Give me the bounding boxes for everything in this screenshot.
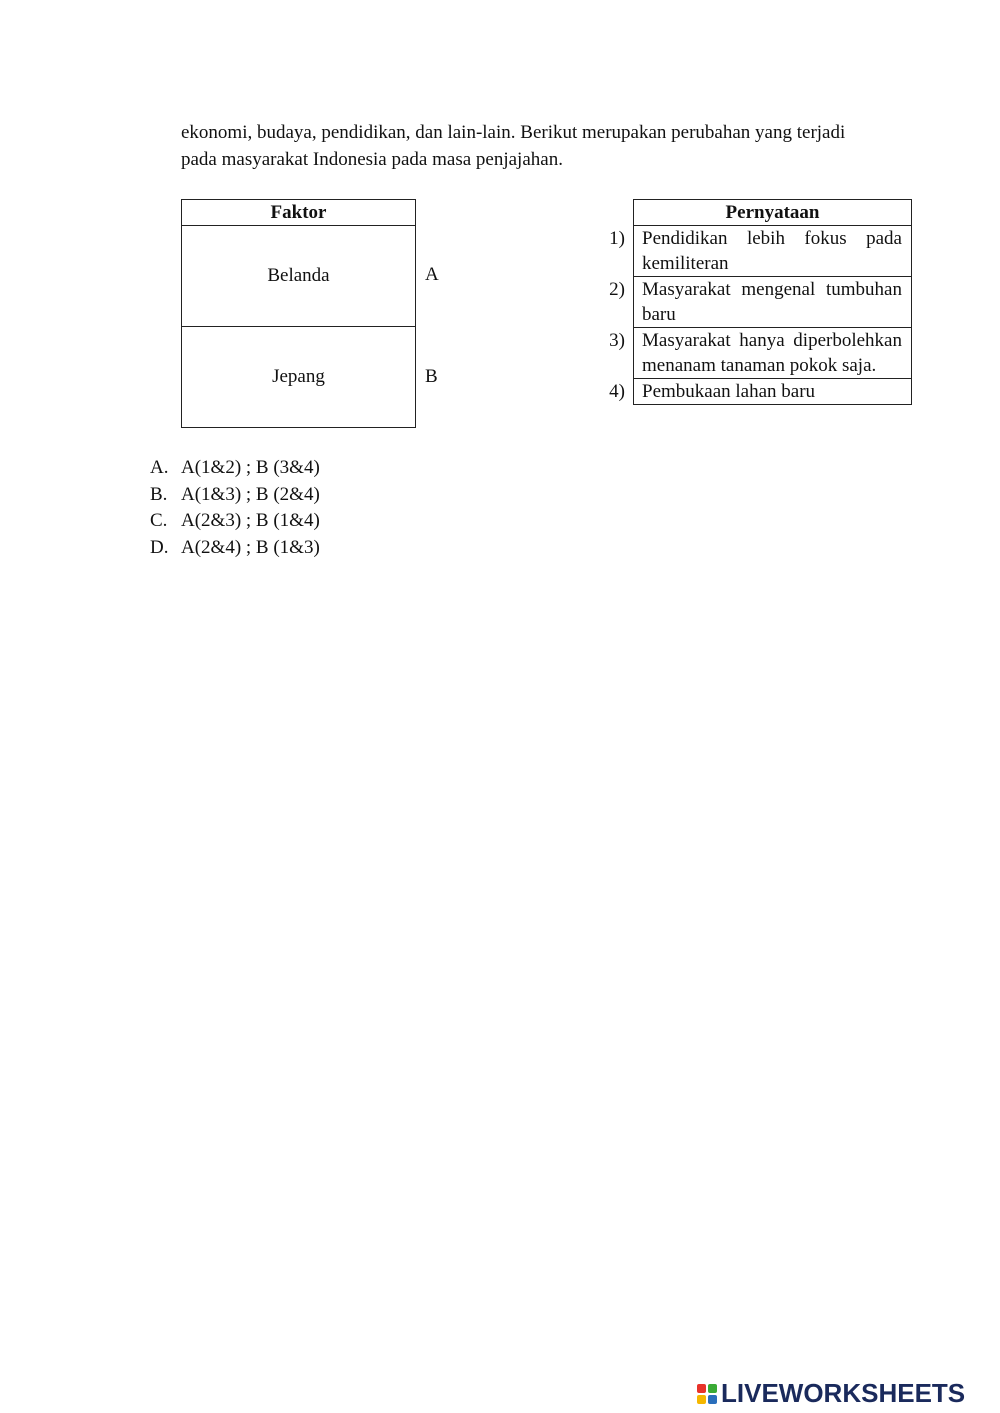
option-label: B. (150, 483, 168, 505)
table-row (590, 328, 912, 379)
statement-number: 4) (609, 380, 625, 402)
option-text: A(2&4) ; B (1&3) (181, 536, 320, 558)
option-b[interactable] (150, 482, 320, 509)
logo-square-blue (708, 1395, 717, 1404)
pernyataan-table (590, 199, 912, 405)
logo-square-yellow (697, 1395, 706, 1404)
logo-square-red (697, 1384, 706, 1393)
statement-text: Pembukaan lahan baru (634, 379, 912, 405)
faktor-cell-jepang: Jepang (182, 327, 416, 428)
option-a[interactable] (150, 455, 320, 482)
option-text: A(1&2) ; B (3&4) (181, 457, 320, 478)
faktor-cell-belanda: Belanda (182, 226, 416, 327)
faktor-table (181, 199, 416, 428)
table-row (590, 277, 912, 328)
option-label: A. (150, 457, 169, 478)
pernyataan-num-spacer (590, 200, 634, 226)
faktor-letter-b: B (425, 366, 438, 387)
statement-text: Pendidikan lebih fokus pada kemiliteran (634, 226, 912, 277)
faktor-header: Faktor (182, 200, 416, 226)
option-label: D. (150, 536, 169, 558)
pernyataan-header: Pernyataan (634, 200, 912, 226)
table-row (590, 379, 912, 405)
intro-line-1: ekonomi, budaya, pendidikan, dan lain-lain. Berikut merupakan perubahan yang terjadi (181, 122, 846, 143)
option-text: A(1&3) ; B (2&4) (181, 483, 320, 505)
watermark-text: LIVEWORKSHEETS (721, 1378, 966, 1408)
option-d[interactable] (150, 535, 320, 562)
intro-line-2: pada masyarakat Indonesia pada masa penjajahan. (181, 149, 563, 170)
statement-text: Masyarakat hanya diperbolehkan menanam tanaman pokok saja. (634, 328, 912, 379)
statement-number: 2) (609, 278, 625, 300)
faktor-letter-a: A (425, 264, 439, 285)
option-label: C. (150, 510, 168, 531)
liveworksheets-watermark (697, 1378, 965, 1409)
intro-paragraph (181, 119, 901, 173)
statement-number: 3) (609, 329, 625, 351)
answer-options (150, 455, 320, 561)
liveworksheets-logo-icon (697, 1384, 717, 1404)
option-c[interactable] (150, 508, 320, 535)
table-row (590, 226, 912, 277)
option-text: A(2&3) ; B (1&4) (181, 510, 320, 531)
statement-number: 1) (609, 227, 625, 249)
pernyataan-section (590, 199, 912, 405)
statement-text: Masyarakat mengenal tumbuhan baru (634, 277, 912, 328)
logo-square-green (708, 1384, 717, 1393)
